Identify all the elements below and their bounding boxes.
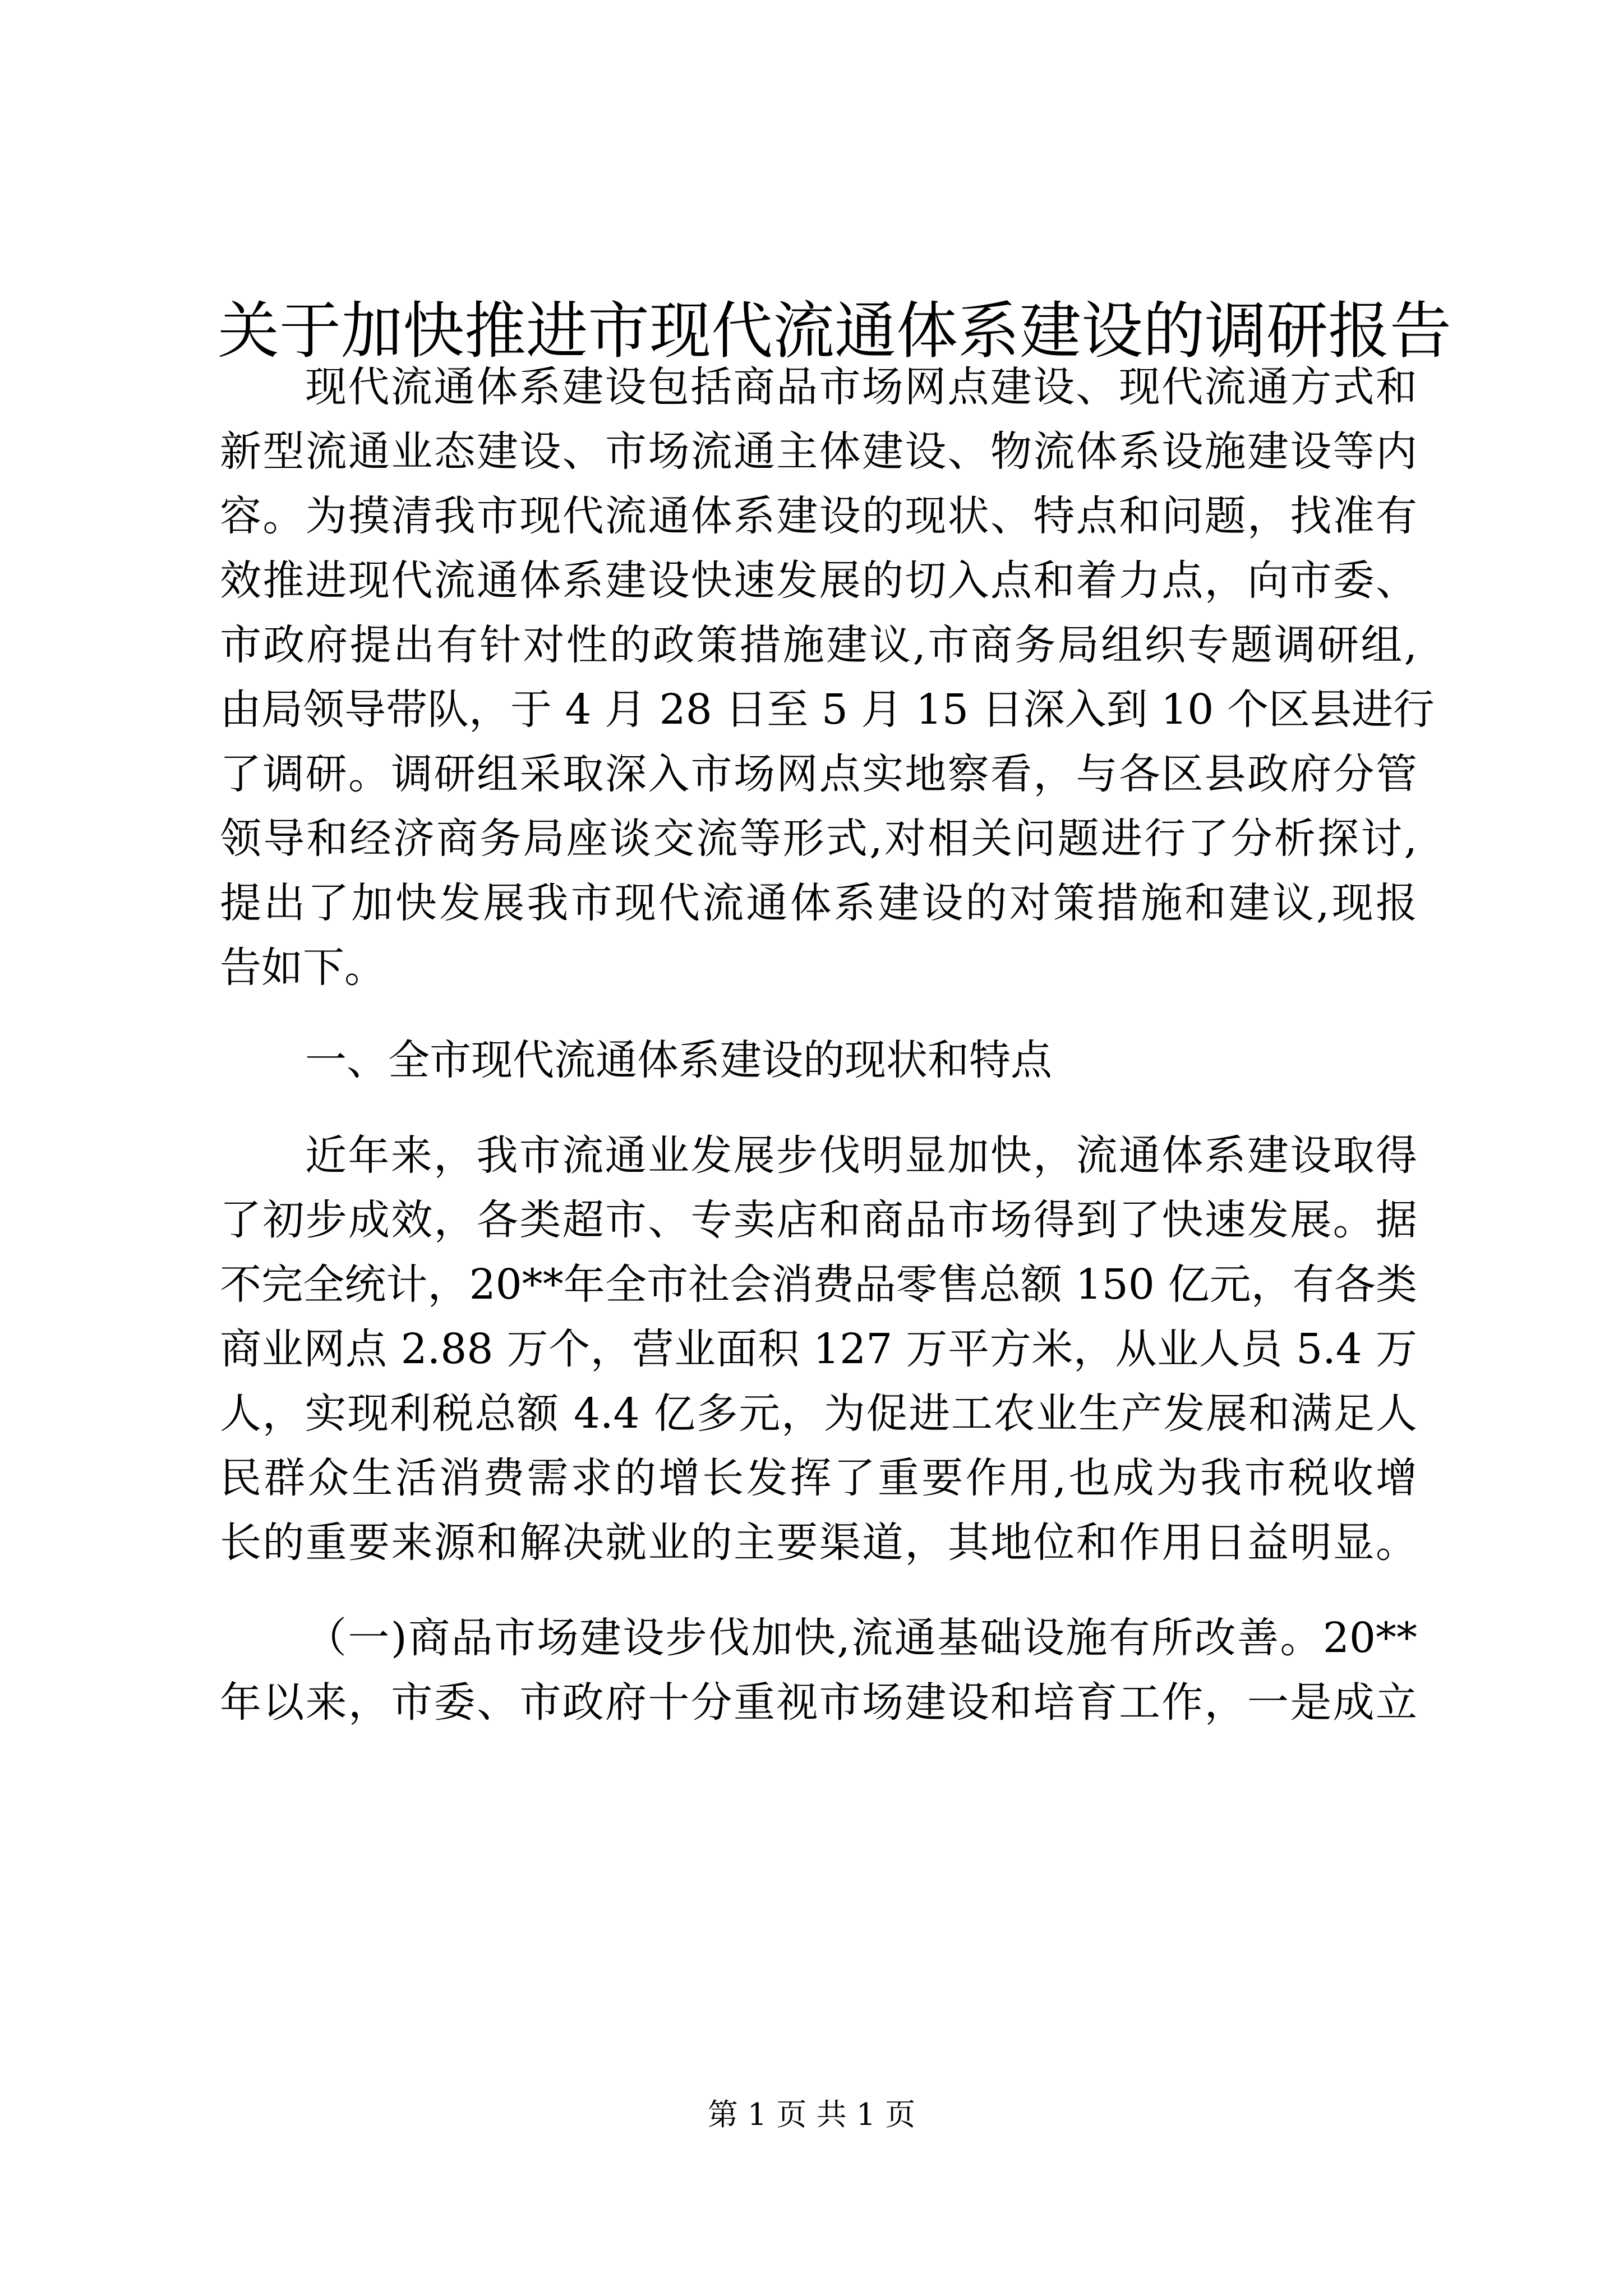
body-line: 商业网点 2.88 万个，营业面积 127 万平方米，从业人员 5.4 万 [220, 1325, 1417, 1373]
body-line: 提出了加快发展我市现代流通体系建设的对策措施和建议,现报 [220, 879, 1417, 927]
subsection-heading-line: （一)商品市场建设步伐加快,流通基础设施有所改善。20** [305, 1614, 1417, 1662]
body-line: 现代流通体系建设包括商品市场网点建设、现代流通方式和 [305, 363, 1417, 411]
page-footer: 第 1 页 共 1 页 [707, 2097, 916, 2132]
body-line: 了初步成效，各类超市、专卖店和商品市场得到了快速发展。据 [220, 1196, 1417, 1244]
body-line: 容。为摸清我市现代流通体系建设的现状、特点和问题，找准有 [220, 492, 1417, 540]
section-heading: 一、全市现代流通体系建设的现状和特点 [305, 1036, 1052, 1084]
body-line: 领导和经济商务局座谈交流等形式,对相关问题进行了分析探讨, [220, 815, 1417, 863]
body-line: 人，实现利税总额 4.4 亿多元，为促进工农业生产发展和满足人 [220, 1389, 1417, 1438]
body-line: 不完全统计，20**年全市社会消费品零售总额 150 亿元，有各类 [220, 1260, 1417, 1309]
body-line: 告如下。 [220, 944, 386, 992]
body-line: 了调研。调研组采取深入市场网点实地察看，与各区县政府分管 [220, 750, 1417, 798]
body-line: 由局领导带队，于 4 月 28 日至 5 月 15 日深入到 10 个区县进行 [220, 685, 1435, 734]
document-title: 关于加快推进市现代流通体系建设的调研报告 [218, 295, 1451, 367]
body-line: 长的重要来源和解决就业的主要渠道，其地位和作用日益明显。 [220, 1519, 1417, 1567]
body-line: 新型流通业态建设、市场流通主体建设、物流体系设施建设等内 [220, 427, 1417, 476]
body-line: 近年来，我市流通业发展步伐明显加快，流通体系建设取得 [305, 1131, 1417, 1180]
body-line: 效推进现代流通体系建设快速发展的切入点和着力点，向市委、 [220, 556, 1417, 605]
body-line: 民群众生活消费需求的增长发挥了重要作用,也成为我市税收增 [220, 1454, 1417, 1502]
body-line: 市政府提出有针对性的政策措施建议,市商务局组织专题调研组, [220, 621, 1417, 669]
body-line: 年以来，市委、市政府十分重视市场建设和培育工作，一是成立 [220, 1678, 1417, 1727]
